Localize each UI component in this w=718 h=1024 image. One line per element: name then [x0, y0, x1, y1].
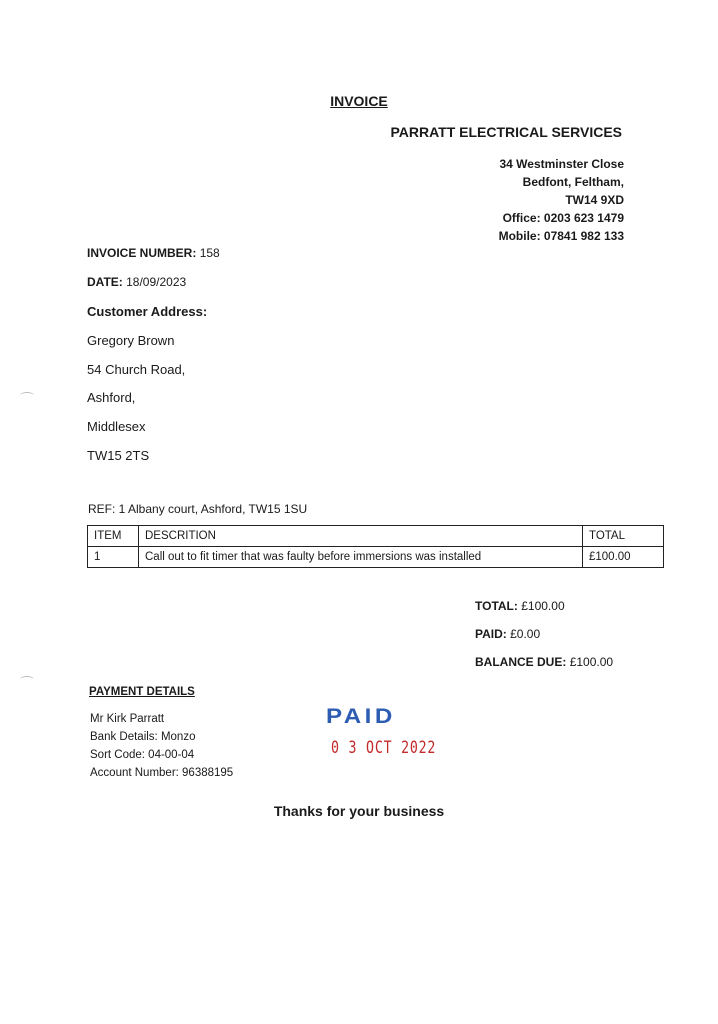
paid-stamp-date: 0 3 OCT 2022 — [331, 738, 437, 758]
paid-label: PAID: — [475, 627, 507, 641]
payment-line: Sort Code: 04-00-04 — [90, 749, 195, 761]
company-address-line: TW14 9XD — [565, 193, 624, 207]
table-header-row — [88, 526, 664, 547]
balance-due-line — [475, 655, 613, 669]
invoice-number-value: 158 — [199, 246, 220, 260]
balance-due-label: BALANCE DUE: — [475, 655, 567, 669]
thank-you-footer: Thanks for your business — [273, 803, 445, 819]
customer-address-line: Ashford, — [87, 390, 136, 405]
customer-address-heading: Customer Address: — [87, 304, 208, 319]
customer-name: Gregory Brown — [87, 333, 175, 348]
column-header-description: DESCRITION — [139, 526, 583, 547]
item-number-cell: 1 — [88, 547, 139, 568]
invoice-number-label: INVOICE NUMBER: — [87, 246, 197, 260]
company-address-line: Bedfont, Feltham, — [522, 175, 624, 189]
column-header-item: ITEM — [88, 526, 139, 547]
paid-line — [475, 627, 540, 641]
balance-due-value: £100.00 — [569, 655, 614, 669]
customer-postcode: TW15 2TS — [87, 448, 150, 463]
company-address-line: 34 Westminster Close — [499, 157, 624, 171]
payment-details-heading: PAYMENT DETAILS — [89, 686, 195, 698]
scan-artifact — [20, 676, 34, 683]
invoice-date-label: DATE: — [87, 275, 123, 289]
item-total-cell: £100.00 — [583, 547, 664, 568]
paid-stamp: PAID — [326, 705, 396, 728]
invoice-title: INVOICE — [330, 93, 388, 109]
invoice-date-value: 18/09/2023 — [126, 275, 187, 289]
payment-line: Mr Kirk Parratt — [90, 713, 165, 725]
total-line — [475, 599, 565, 613]
payment-line: Account Number: 96388195 — [90, 767, 234, 779]
total-value: £100.00 — [521, 599, 565, 613]
scan-artifact — [20, 392, 34, 399]
job-reference: REF: 1 Albany court, Ashford, TW15 1SU — [88, 502, 308, 516]
invoice-date — [87, 275, 186, 289]
paid-value: £0.00 — [510, 627, 541, 641]
payment-line: Bank Details: Monzo — [90, 731, 196, 743]
item-description-cell: Call out to fit timer that was faulty before immersions was installed — [139, 547, 583, 568]
customer-address-line: Middlesex — [87, 419, 146, 434]
company-address — [499, 155, 624, 245]
invoice-number — [87, 246, 220, 260]
table-row — [88, 547, 664, 568]
invoice-items-table — [87, 525, 664, 568]
total-label: TOTAL: — [475, 599, 518, 613]
company-office-phone: Office: 0203 623 1479 — [502, 211, 624, 225]
company-mobile-phone: Mobile: 07841 982 133 — [498, 229, 624, 243]
customer-address-line: 54 Church Road, — [87, 362, 186, 377]
column-header-total: TOTAL — [583, 526, 664, 547]
company-name: PARRATT ELECTRICAL SERVICES — [390, 124, 622, 140]
